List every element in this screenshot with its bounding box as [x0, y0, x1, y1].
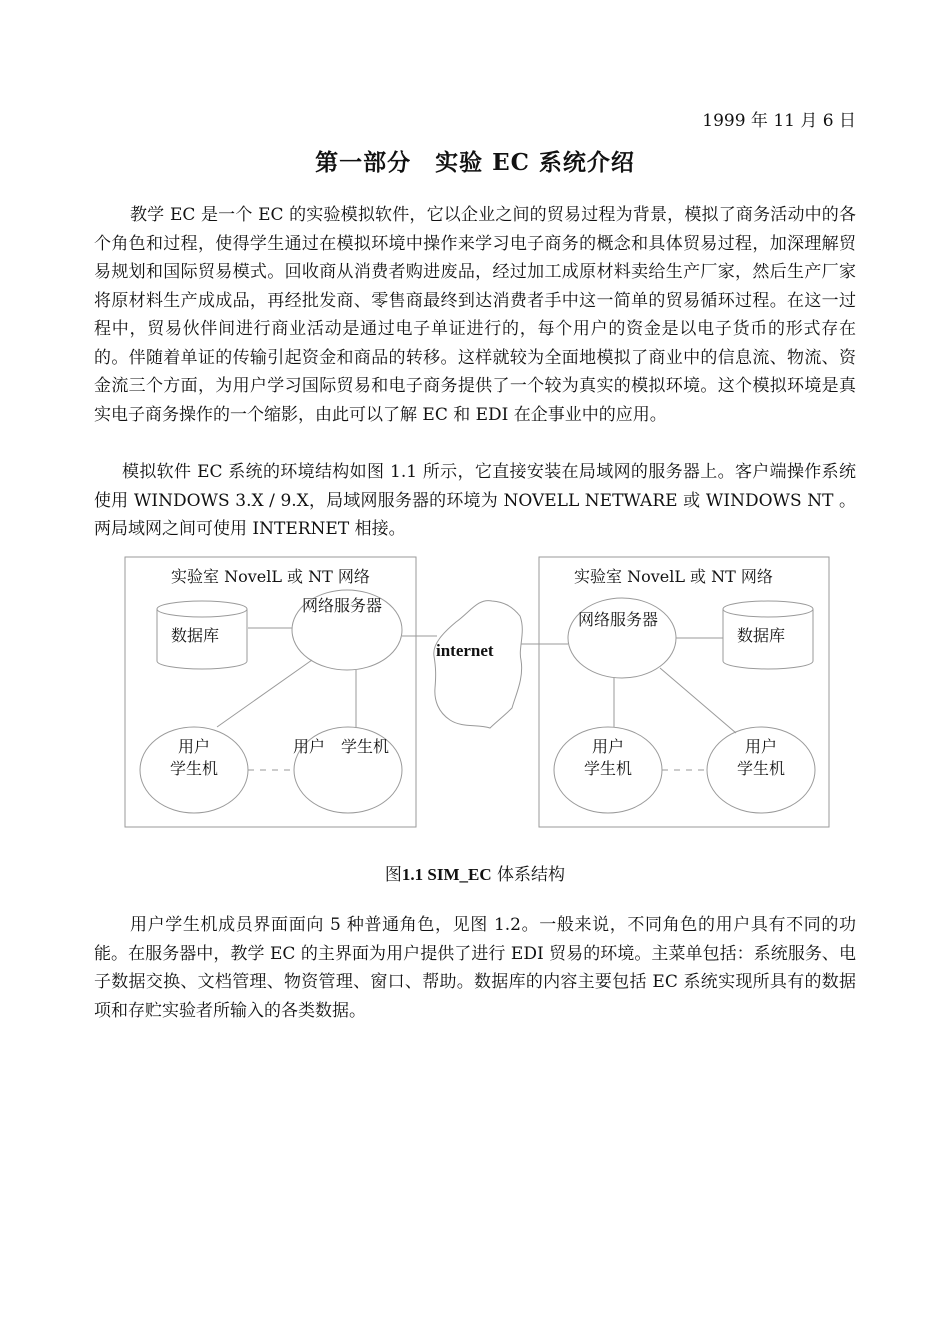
right-client2-label-line2: 学生机 [736, 759, 786, 778]
client-interface-paragraph: 用户学生机成员界面面向 5 种普通角色，见图 1.2。一般来说，不同角色的用户具有不同的功能。在服务器中，教学 EC 的主界面为用户提供了进行 EDI 贸易的环境。主菜单包括：系统服务、电子数据交换、文档管理、物资管理、窗口、帮助。数据库的内容主要包括 EC 系统实现所具有的数据项和存贮实验者所输入的各类数据。 [94, 915, 856, 1021]
left-client2-label: 用户 学生机 [293, 737, 390, 756]
right-client1-label-line1: 用户 [591, 737, 625, 756]
figure-caption-number: 1.1 SIM_EC [401, 865, 492, 884]
environment-paragraph: 模拟软件 EC 系统的环境结构如图 1.1 所示，它直接安装在局域网的服务器上。客户端操作系统使用 WINDOWS 3.X / 9.X，局域网服务器的环境为 NOVELL NETWARE 或 WINDOWS NT 。两局域网之间可使用 INTERNET 相接。 [94, 462, 856, 539]
right-database-label: 数据库 [737, 626, 786, 645]
document-date: 1999 年 11 月 6 日 [702, 111, 856, 131]
intro-paragraph: 教学 EC 是一个 EC 的实验模拟软件，它以企业之间的贸易过程为背景，模拟了商务活动中的各个角色和过程，使得学生通过在模拟环境中操作来学习电子商务的概念和具体贸易过程，加深理解贸易规划和国际贸易模式。回收商从消费者购进废品，经过加工成原材料卖给生产厂家，然后生产厂家将原材料生产成成品，再经批发商、零售商最终到达消费者手中这一简单的贸易循环过程。在这一过程中，贸易伙伴间进行商业活动是通过电子单证进行的，每个用户的资金是以电子货币的形式存在的。伴随着单证的传输引起资金和商品的转移。这样就较为全面地模拟了商业中的信息流、物流、资金流三个方面，为用户学习国际贸易和电子商务提供了一个较为真实的模拟环境。这个模拟环境是真实电子商务操作的一个缩影，由此可以了解 EC 和 EDI 在企事业中的应用。 [94, 205, 856, 425]
section-title: 第一部分 实验 EC 系统介绍 [315, 149, 635, 176]
right-server-label: 网络服务器 [578, 610, 659, 629]
left-server-label: 网络服务器 [302, 596, 383, 615]
left-client1-label-line1: 用户 [177, 737, 211, 756]
internet-cloud [434, 601, 523, 728]
figure-caption-prefix: 图 [384, 865, 402, 885]
figure-caption-text: 体系结构 [491, 865, 566, 885]
figure-caption [0, 860, 950, 885]
right-client1-label-line2: 学生机 [583, 759, 633, 778]
left-server-client1-link [217, 660, 312, 727]
left-lan-label: 实验室 NovelL 或 NT 网络 [171, 567, 370, 586]
left-client1-label-line2: 学生机 [169, 759, 219, 778]
right-server-client2-link [660, 668, 736, 733]
right-lan-box [539, 557, 829, 827]
right-lan-label: 实验室 NovelL 或 NT 网络 [574, 567, 773, 586]
right-client2-label-line1: 用户 [744, 737, 778, 756]
internet-label: internet [436, 641, 494, 660]
left-database-label: 数据库 [171, 626, 220, 645]
